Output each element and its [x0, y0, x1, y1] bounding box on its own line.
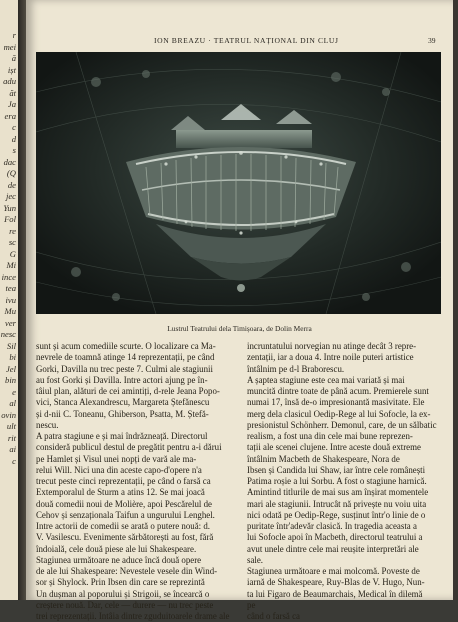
right-column-line: avut unele dintre cele mai reușite interpretări ale: [247, 543, 419, 554]
right-column-line: când o farsă ca: [247, 611, 300, 621]
left-column-line: Un dușman al poporului și Strigoii, se încearcă o: [36, 588, 210, 599]
left-column-line: A patra stagiune e și mai îndrăzneață. Directorul: [36, 431, 208, 441]
left-column-line: Extemporalul de Sturm a atins 12. Se mai joacă: [36, 487, 205, 498]
previous-page-fragment: r: [12, 30, 16, 40]
previous-page-fragment: ver: [5, 317, 16, 328]
right-column-line: Patima roșie a lui Sorbu. A fost o stagiune harnică.: [247, 476, 427, 486]
right-column-line: muncită dintre toate de până acum. Premierele sunt: [247, 386, 429, 396]
previous-page-fragment: ăt: [9, 87, 16, 98]
left-column-line: Gorki, Davilla nu trec peste 7. Culmi ale stagiunii: [36, 363, 213, 374]
previous-page-fragment: c: [12, 455, 16, 466]
book-page: [26, 0, 453, 621]
previous-page-fragment: era: [4, 110, 16, 121]
previous-page-fragment: (Q: [6, 168, 16, 178]
left-column-line: două comedii noui de Molière, apoi Pescărelul de: [36, 498, 212, 509]
left-column-line: îndoială, cele două piese ale lui Shakespeare.: [36, 543, 197, 554]
previous-page-fragment: rit: [7, 432, 16, 443]
right-column-line: lui Sofocle apoi în Macbeth, directorul teatrului a: [247, 532, 423, 543]
previous-page-fragment: ivu: [5, 294, 16, 305]
left-column-line: relui Will. Nici una din aceste capo-d'opere n'a: [36, 464, 202, 475]
right-column-line: tații ale scenei clujene. Intre aceste două extreme: [247, 442, 421, 453]
left-column-line: creștere nouă. Dar, cele — durere — nu trec peste: [36, 599, 214, 610]
right-column-line: zentații, iar a doua 4. Intre noile puteri artistice: [247, 352, 414, 363]
previous-page-fragment: G: [9, 248, 16, 259]
left-column-line: de ale lui Shakespeare: Nevestele vesele din Wind-: [36, 566, 218, 576]
left-column-line: V. Vasilescu. Evenimente sărbătorești au fost, fără: [36, 532, 214, 543]
right-column-line: întâlnim Macbeth de Shakespeare, Nora de: [247, 453, 400, 464]
background-edge: [453, 0, 458, 600]
previous-page-fragment: ult: [6, 421, 16, 431]
left-column-line: sor și Shylock. Prin Ibsen din care se reprezintă: [36, 577, 205, 588]
chandelier-body: [126, 147, 356, 230]
previous-page-fragment: e: [12, 386, 16, 397]
left-column-line: și d-nii C. Toneanu, Ghiberson, Psatta, M. Ștefă-: [36, 408, 209, 419]
previous-page-fragment: d: [11, 133, 16, 144]
right-column-line: mari ale stagiunii. Intrucât nă privește nu voiu uita: [247, 498, 427, 509]
right-column-line: nici odată pe Oedip-Rege, susținut într'o linie de o: [247, 509, 426, 520]
left-column-line: Cehov și senzaționala Taifun a ungurului Lenghel.: [36, 509, 215, 520]
previous-page-fragment: Yun: [3, 202, 16, 213]
right-column-line: incruntatului norvegian nu atinge decât 3 repre-: [247, 341, 417, 351]
running-head-title: ION BREAZU · TEATRUL NAȚIONAL DIN CLUJ: [154, 36, 339, 45]
right-column-line: merg dela clasicul Oedip-Rege al lui Sofocle, la ex-: [247, 408, 431, 419]
right-column-line: Ibsen și Candida lui Shaw, iar între cele românești: [247, 464, 426, 475]
photo-caption: Lustrul Teatrului dela Timișoara, de Dolin Merra: [167, 324, 312, 333]
left-column-line: nescu.: [36, 419, 59, 430]
left-column-line: sunt și acum comediile scurte. O localizare ca Ma-: [36, 341, 216, 351]
right-column-line: întâlnim pe d-l Braborescu.: [247, 363, 345, 374]
running-head: [26, 36, 453, 48]
right-column-line: puritate într'adevăr clasică. In tragedia aceasta a: [247, 521, 417, 531]
left-column-line: pe Hamlet și Visul unei nopți de vară ale ma-: [36, 453, 197, 464]
right-column-line: presionistul Schönherr. Demonul, care, de un sălbatic: [247, 419, 437, 430]
previous-page-fragment: Jel: [5, 363, 16, 374]
previous-page-fragment: sc: [8, 237, 16, 247]
right-column-line: A șaptea stagiune este cea mai variată și mai: [247, 374, 405, 385]
right-column-line: ta lui Figaro de Beaumarchais, Medical în dilemă: [247, 588, 423, 599]
right-column-line: sale.: [247, 554, 264, 565]
previous-page-fragment: c: [12, 122, 16, 132]
previous-page-fragment: Mi: [6, 260, 16, 270]
previous-page-edge: [0, 0, 20, 600]
previous-page-fragment: re: [9, 225, 16, 236]
right-column-line: iarnă de Shakespeare, Ruy-Blas de V. Hugo, Nun-: [247, 577, 425, 588]
previous-page-fragment: ișt: [7, 64, 16, 75]
previous-page-fragment: adu: [3, 76, 16, 86]
right-column-line: pe: [247, 599, 256, 610]
previous-page-fragment: de: [7, 179, 16, 190]
right-text-column: [247, 341, 446, 622]
previous-page-fragment: Fol: [4, 214, 16, 224]
previous-page-fragment: Sil: [6, 340, 16, 351]
previous-page-text-fragments: [0, 30, 18, 550]
left-column-line: Stagiunea următoare ne aduce încă două opere: [36, 554, 202, 565]
left-column-line: tâiul plan, alături de cei amintiți, d-rele Jeana Popo-: [36, 386, 220, 396]
page-number: 39: [428, 36, 436, 45]
previous-page-fragment: ovin: [1, 409, 16, 420]
left-column-line: trei reprezentații. Intâia dintre zguduitoarele drame ale: [36, 611, 230, 621]
previous-page-fragment: bin: [5, 375, 16, 385]
previous-page-fragment: mei: [3, 41, 16, 52]
right-column-line: realism, a fost una din cele mai bune reprezen-: [247, 431, 413, 441]
right-column-line: Stagiunea următoare e mai molcomă. Poveste de: [247, 566, 420, 576]
left-column-line: consideră publicul destul de pregătit pentru a-i dărui: [36, 442, 222, 453]
left-text-column: [36, 341, 235, 622]
left-column-line: nevrele de toamnă atinge 14 reprezentații, pe când: [36, 352, 215, 363]
previous-page-fragment: nesc: [0, 329, 16, 339]
previous-page-fragment: bi: [9, 352, 16, 362]
previous-page-fragment: s: [12, 145, 16, 155]
left-column-line: Intre actorii de comedii se arată o putere nouă: d.: [36, 521, 210, 531]
chandelier-photograph: [36, 52, 441, 314]
previous-page-fragment: tea: [5, 283, 16, 293]
left-column-line: trecut peste cinci reprezentații, pe când o farsă ca: [36, 476, 211, 486]
left-column-line: au fost Gorki și Davilla. Intre actori ajung pe în-: [36, 374, 208, 385]
previous-page-fragment: dac: [3, 156, 16, 167]
previous-page-fragment: jec: [5, 191, 16, 201]
previous-page-fragment: ă: [11, 53, 16, 63]
left-column-line: vici, Stanca Alexandrescu, Margareta Ștefănescu: [36, 397, 210, 408]
previous-page-fragment: Ja: [7, 99, 16, 109]
previous-page-fragment: ai: [9, 444, 16, 454]
right-column-line: numai 17, însă de-o impresionantă masivitate. Ele: [247, 397, 425, 408]
previous-page-fragment: ince: [1, 271, 16, 282]
previous-page-fragment: al: [9, 398, 16, 408]
previous-page-fragment: Mu: [4, 306, 16, 316]
right-column-line: Amintind titlurile de mai sus am înșirat momentele: [247, 487, 429, 498]
